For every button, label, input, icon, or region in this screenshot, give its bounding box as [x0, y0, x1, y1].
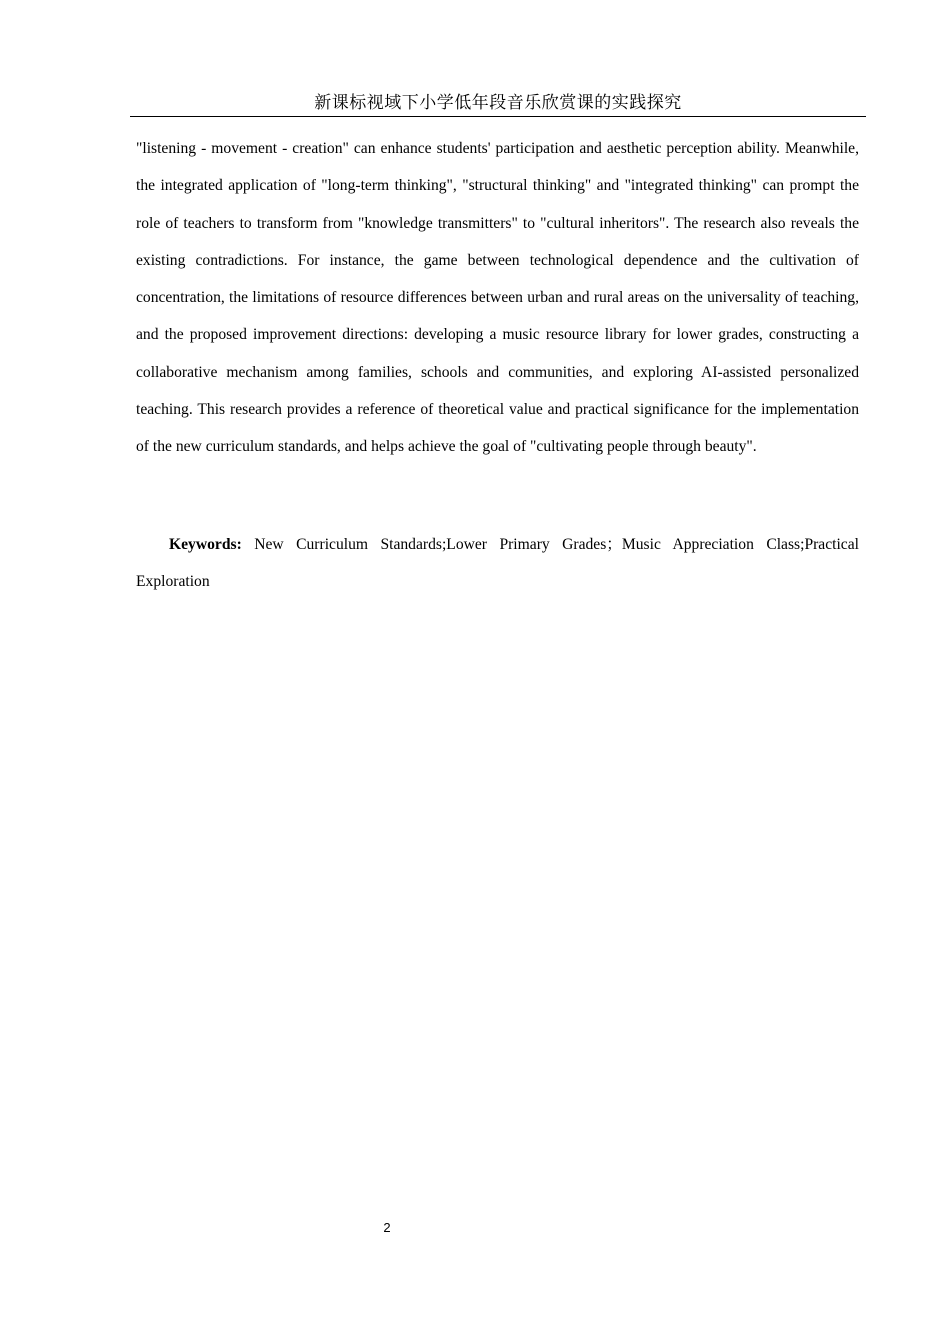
keywords-label: Keywords:	[169, 536, 242, 553]
running-header	[130, 92, 866, 117]
page-number: 2	[383, 1220, 391, 1235]
abstract-body: "listening - movement - creation" can enhance students' participation and aesthetic perception ability. Meanwhile, the integrated application of "long-term thinking", "structural thinking" and "integrated thinking" can prompt the role of teachers to transform from "knowledge transmitters" to "cultural inheritors". The research also reveals the existing contradictions. For instance, the game between technological dependence and the cultivation of concentration, the limitations of resource differences between urban and rural areas on the universality of teaching, and the proposed improvement directions: developing a music resource library for lower grades, constructing a collaborative mechanism among families, schools and communities, and exploring AI-assisted personalized teaching. This research provides a reference of theoretical value and practical significance for the implementation of the new curriculum standards, and helps achieve the goal of "cultivating people through beauty".	[136, 140, 859, 456]
keywords-text: New Curriculum Standards;Lower Primary Grades；Music Appreciation Class;Practical Exploration	[136, 536, 859, 591]
keywords-paragraph	[136, 526, 859, 601]
running-header-title: 新课标视域下小学低年段音乐欣赏课的实践探究	[314, 93, 682, 113]
